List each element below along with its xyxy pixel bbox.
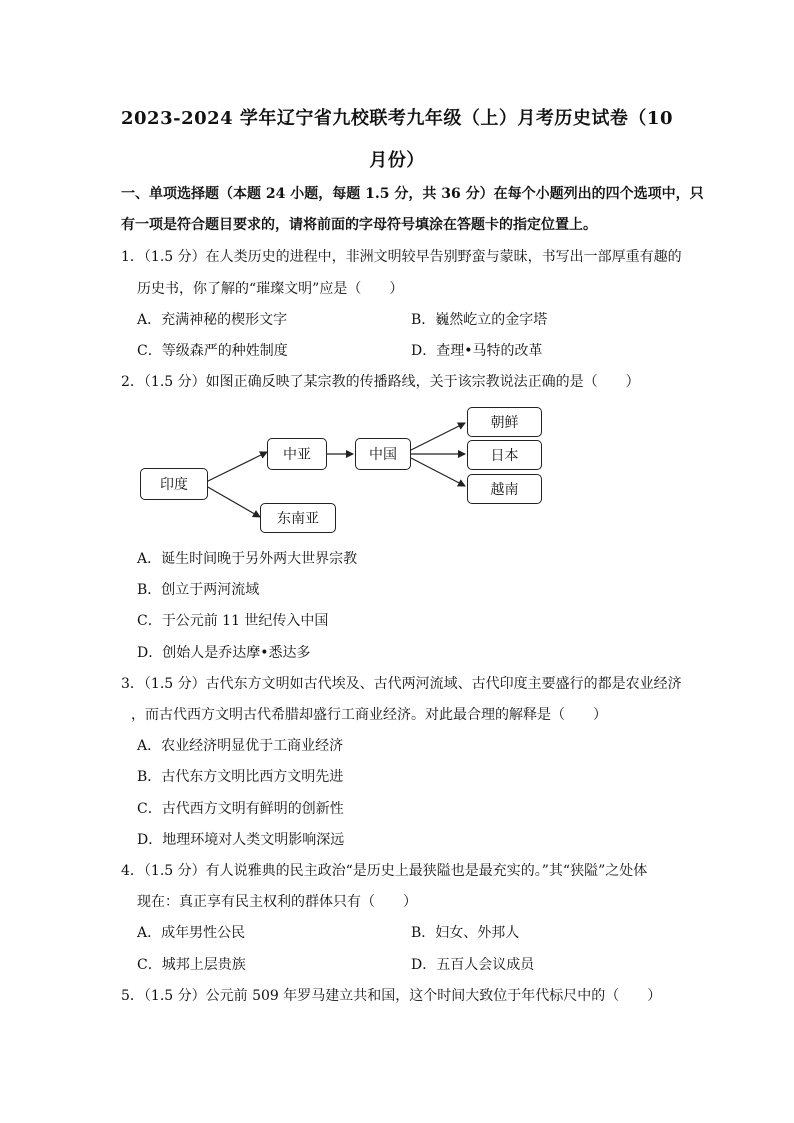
arrow-india-to-southeast-asia <box>206 486 260 517</box>
q2-option-d: D．创始人是乔达摩•悉达多 <box>137 645 311 661</box>
q3-stem-line2: ，而古代西方文明古代希腊却盛行工商业经济。对此最合理的解释是（ ） <box>131 707 607 723</box>
q4-stem-line2: 现在：真正享有民主权利的群体只有（ ） <box>137 894 417 910</box>
q3-option-b: B．古代东方文明比西方文明先进 <box>137 769 344 785</box>
arrow-china-to-vietnam <box>411 458 465 486</box>
q2-option-b: B．创立于两河流域 <box>137 582 260 598</box>
q3-stem-line1: 3．（1.5 分）古代东方文明如古代埃及、古代两河流域、古代印度主要盛行的都是农业经济 <box>121 676 682 692</box>
node-korea: 朝鲜 <box>467 407 542 437</box>
node-southeast-asia: 东南亚 <box>260 503 336 533</box>
q3-option-c: C．古代西方文明有鲜明的创新性 <box>137 801 344 817</box>
q4-option-c: C．城邦上层贵族 <box>137 957 246 973</box>
q1-option-d: D．查理•马特的改革 <box>411 343 543 359</box>
q5-stem-line1: 5．（1.5 分）公元前 509 年罗马建立共和国，这个时间大致位于年代标尺中的（ ） <box>121 988 662 1004</box>
q2-option-a: A．诞生时间晚于另外两大世界宗教 <box>137 551 358 567</box>
q1-option-c: C．等级森严的种姓制度 <box>137 343 288 359</box>
q3-option-a: A．农业经济明显优于工商业经济 <box>137 738 344 754</box>
arrow-india-to-central-asia <box>206 452 267 482</box>
node-vietnam: 越南 <box>467 474 542 504</box>
exam-title-line2: 月份） <box>369 150 425 171</box>
q1-stem-line1: 1．（1.5 分）在人类历史的进程中，非洲文明较早告别野蛮与蒙昧，书写出一部厚重有趣的 <box>121 249 682 265</box>
exam-title-line1: 2023-2024 学年辽宁省九校联考九年级（上）月考历史试卷（10 <box>121 108 673 129</box>
q2-option-c: C．于公元前 11 世纪传入中国 <box>137 613 329 629</box>
q1-option-a: A．充满神秘的楔形文字 <box>137 312 288 328</box>
section-heading-line1: 一、单项选择题（本题 24 小题，每题 1.5 分，共 36 分）在每个小题列出的四个选项中，只 <box>121 186 704 202</box>
q4-stem-line1: 4．（1.5 分）有人说雅典的民主政治“是历史上最狭隘也是最充实的。”其“狭隘”之处体 <box>121 863 648 879</box>
node-central-asia: 中亚 <box>267 438 327 470</box>
node-china: 中国 <box>355 438 411 470</box>
arrow-china-to-korea <box>411 423 465 450</box>
section-heading-line2: 有一项是符合题目要求的，请将前面的字母符号填涂在答题卡的指定位置上。 <box>121 217 597 233</box>
q4-option-d: D．五百人会议成员 <box>411 957 535 973</box>
node-japan: 日本 <box>467 440 542 470</box>
q4-option-a: A．成年男性公民 <box>137 925 246 941</box>
q2-stem-line1: 2．（1.5 分）如图正确反映了某宗教的传播路线，关于该宗教说法正确的是（ ） <box>121 374 640 390</box>
q3-option-d: D．地理环境对人类文明影响深远 <box>137 832 345 848</box>
q4-option-b: B．妇女、外邦人 <box>411 925 520 941</box>
node-india: 印度 <box>140 468 208 500</box>
q1-stem-line2: 历史书，你了解的“璀璨文明”应是（ ） <box>137 281 404 297</box>
religion-spread-diagram <box>136 402 556 542</box>
q1-option-b: B．巍然屹立的金字塔 <box>411 312 548 328</box>
